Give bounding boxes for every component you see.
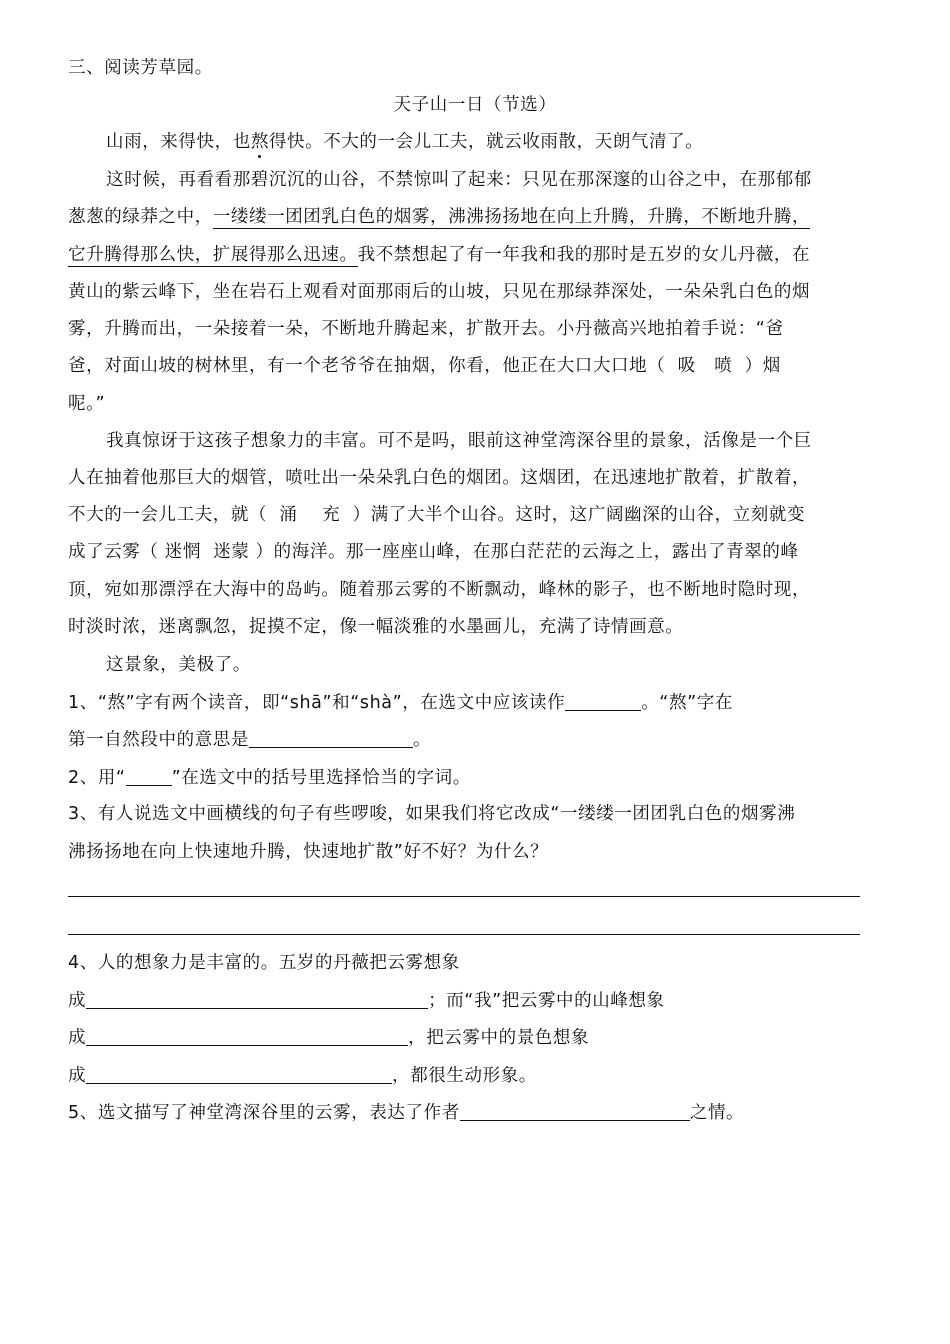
p2-line-2-plain: 葱葱的绿莽之中， xyxy=(68,207,213,227)
p1-text-b: 得快。不大的一会儿工夫，就云收雨散，天朗气清了。 xyxy=(268,132,704,152)
q1-text-c: 第一自然段中的意思是 xyxy=(68,730,249,750)
p2-line-1: 这时候，再看看那碧沉沉的山谷，不禁惊叫了起来：只见在那深邃的山谷之中，在那郁郁 xyxy=(106,170,812,190)
q2-text-b: ”在选文中的括号里选择恰当的字词。 xyxy=(171,768,471,788)
paragraph-1 xyxy=(106,130,703,154)
question-4-line-1: 4、人的想象力是丰富的。五岁的丹薇把云雾想象 xyxy=(68,953,460,973)
p1-text-a: 山雨，来得快，也 xyxy=(106,132,251,152)
paragraph-4: 这景象，美极了。 xyxy=(106,655,251,675)
q5-blank[interactable] xyxy=(460,1100,690,1121)
q4-cheng-2: 成 xyxy=(68,1028,87,1048)
q2-text-a: 2、用“ xyxy=(68,768,126,788)
q4-blank-1[interactable] xyxy=(86,988,428,1009)
question-4-line-4 xyxy=(68,1063,537,1088)
p3-line-1: 我真惊讶于这孩子想象力的丰富。可不是吗，眼前这神堂湾深谷里的景象，活像是一个巨 xyxy=(106,431,812,451)
q1-text-d: 。 xyxy=(413,730,432,750)
p3-line-3: 不大的一会儿工夫，就（ 涌 充 ）满了大半个山谷。这时，这广阔幽深的山谷，立刻就变 xyxy=(68,505,806,525)
passage-title: 天子山一日（节选） xyxy=(393,95,557,115)
question-3-line-2: 沸扬扬地在向上快速地升腾，快速地扩散”好不好？为什么？ xyxy=(68,842,549,862)
p2-line-4: 黄山的紫云峰下，坐在岩石上观看对面那雨后的山坡，只见在那绿莽深处，一朵朵乳白色的烟 xyxy=(68,282,811,302)
q4-cheng-3: 成 xyxy=(68,1066,87,1086)
q4-blank-2[interactable] xyxy=(86,1025,408,1046)
q1-text-b: 。“熬”字在 xyxy=(641,693,733,713)
p2-line-6: 爸，对面山坡的树林里，有一个老爷爷在抽烟，你看，他正在大口大口地（ 吸 喷 ）烟 xyxy=(68,356,781,376)
p3-line-2: 人在抽着他那巨大的烟管，喷吐出一朵朵乳白色的烟团。这烟团，在迅速地扩散着，扩散着， xyxy=(68,468,811,488)
question-2 xyxy=(68,765,471,790)
q2-mark-blank[interactable] xyxy=(126,765,172,786)
q4-blank-3[interactable] xyxy=(86,1063,392,1084)
q3-answer-line-1[interactable] xyxy=(68,896,860,897)
p3-line-4: 成了云雾（ 迷惘 迷蒙 ）的海洋。那一座座山峰，在那白茫茫的云海之上，露出了青翠的峰 xyxy=(68,542,799,562)
question-1-line-2 xyxy=(68,727,431,752)
q3-answer-line-2[interactable] xyxy=(68,934,860,935)
q5-text-a: 5、选文描写了神堂湾深谷里的云雾，表达了作者 xyxy=(68,1103,460,1123)
q5-text-b: 之情。 xyxy=(689,1103,745,1123)
p2-line-2 xyxy=(68,205,810,229)
underlined-sentence-part-1: 一缕缕一团团乳白色的烟雾，沸沸扬扬地在向上升腾，升腾，不断地升腾， xyxy=(212,207,811,227)
q4-tail-3: ，都很生动形象。 xyxy=(392,1066,537,1086)
p2-line-7: 呢。” xyxy=(68,394,106,414)
p2-line-5: 雾，升腾而出，一朵接着一朵，不断地升腾起来，扩散开去。小丹薇高兴地拍着手说：“爸 xyxy=(68,319,784,339)
question-4-line-3 xyxy=(68,1025,589,1050)
dotted-character: 熬 xyxy=(250,132,269,152)
q4-cheng-1: 成 xyxy=(68,991,87,1011)
question-1-line-1 xyxy=(68,690,733,715)
q1-blank-meaning[interactable] xyxy=(249,727,413,748)
q1-blank-reading[interactable] xyxy=(565,690,641,711)
underlined-sentence-part-2: 它升腾得那么快，扩展得那么迅速。 xyxy=(68,245,358,265)
q4-tail-2: ，把云雾中的景色想象 xyxy=(408,1028,590,1048)
section-heading: 三、阅读芳草园。 xyxy=(68,58,213,78)
question-3-line-1: 3、有人说选文中画横线的句子有些啰唆，如果我们将它改成“一缕缕一团团乳白色的烟雾沸 xyxy=(68,804,796,824)
question-5 xyxy=(68,1100,744,1125)
q1-text-a: 1、“熬”字有两个读音，即“shā”和“shà”，在选文中应该读作 xyxy=(68,693,566,713)
p2-line-3 xyxy=(68,243,810,267)
q4-tail-1: ；而“我”把云雾中的山峰想象 xyxy=(428,991,665,1011)
p3-line-5: 顶，宛如那漂浮在大海中的岛屿。随着那云雾的不断飘动，峰林的影子，也不断地时隐时现， xyxy=(68,580,811,600)
p3-line-6: 时淡时浓，迷离飘忽，捉摸不定，像一幅淡雅的水墨画儿，充满了诗情画意。 xyxy=(68,617,684,637)
p2-line-3-plain: 我不禁想起了有一年我和我的那时是五岁的女儿丹薇，在 xyxy=(357,245,811,265)
question-4-line-2 xyxy=(68,988,665,1013)
